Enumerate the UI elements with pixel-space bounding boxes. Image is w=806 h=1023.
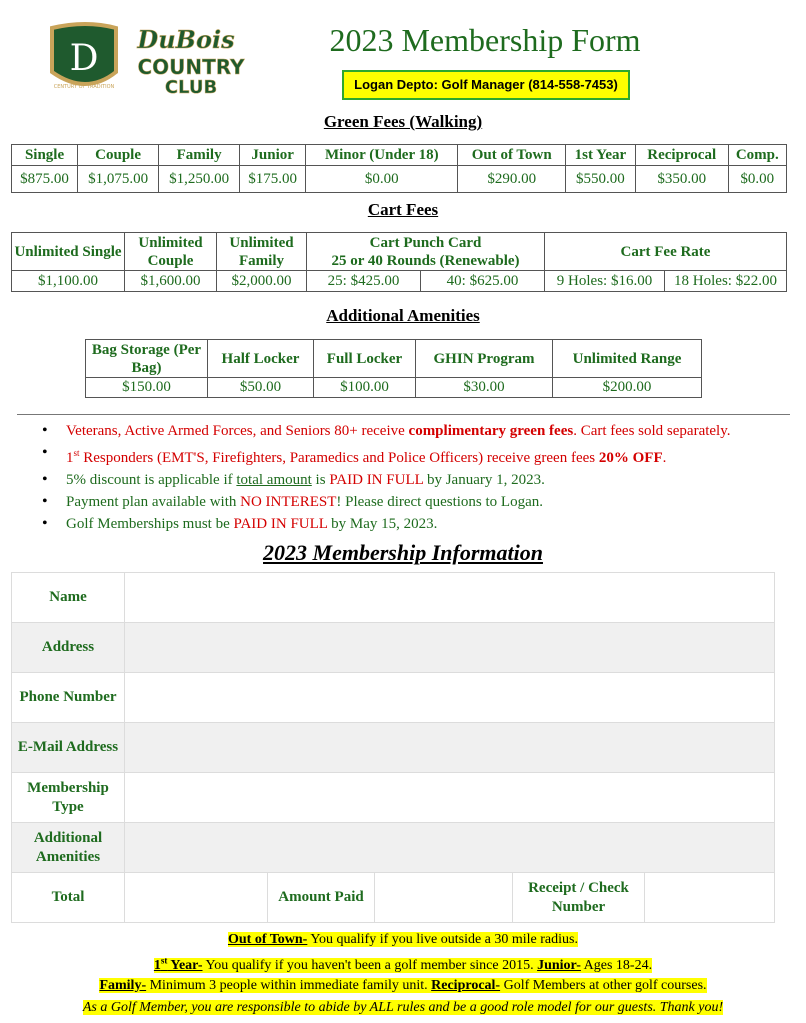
note-responders: • 1st Responders (EMT'S, Firefighters, Paramedics and Police Officers) receive green fees 20% OFF. (38, 442, 798, 469)
gf-value: $175.00 (240, 166, 306, 193)
field-label-name: Name (12, 573, 125, 623)
footnote-first-year: 1st Year- You qualify if you haven't been a golf member since 2015. Junior- Ages 18-24. (153, 955, 653, 973)
cf-value: 40: $625.00 (421, 271, 545, 292)
field-label-amenities: Additional Amenities (12, 823, 125, 873)
cf-value: $1,100.00 (12, 271, 125, 292)
note-deadline: • Golf Memberships must be PAID IN FULL by May 15, 2023. (38, 513, 798, 535)
punch-line2: 25 or 40 Rounds (Renewable) (331, 252, 520, 269)
footnotes (0, 930, 806, 996)
gf-value: $1,250.00 (159, 166, 240, 193)
gf-value: $0.00 (306, 166, 458, 193)
cf-value: 9 Holes: $16.00 (545, 271, 665, 292)
am-header: GHIN Program (416, 340, 553, 378)
cart-fees-table (11, 232, 787, 292)
am-value: $50.00 (208, 378, 314, 398)
logo-tagline: CENTURY OF TRADITION (53, 84, 115, 90)
amount-paid-input[interactable] (375, 873, 513, 923)
club-logo (46, 18, 256, 98)
am-header: Unlimited Range (553, 340, 702, 378)
form-title: 2023 Membership Form (329, 22, 641, 58)
gf-value: $1,075.00 (78, 166, 159, 193)
am-header: Half Locker (208, 340, 314, 378)
gf-header: Minor (Under 18) (306, 145, 458, 166)
amenities-heading: Additional Amenities (326, 306, 480, 325)
gf-value: $350.00 (635, 166, 728, 193)
cf-header: Cart Fee Rate (545, 233, 787, 271)
logo-line1: COUNTRY (137, 55, 245, 79)
logo-brand: DuBois (137, 25, 235, 54)
contact-box: Logan Depto: Golf Manager (814-558-7453) (342, 70, 630, 100)
gf-header: Junior (240, 145, 306, 166)
am-value: $30.00 (416, 378, 553, 398)
gf-header: Comp. (728, 145, 786, 166)
green-fees-heading: Green Fees (Walking) (323, 112, 483, 131)
am-value: $200.00 (553, 378, 702, 398)
footnote-family: Family- Minimum 3 people within immediate family unit. Reciprocal- Golf Members at other golf courses. (99, 977, 707, 993)
notes-list (38, 420, 798, 535)
footnote-out-of-town: Out of Town- You qualify if you live outside a 30 mile radius. (227, 932, 578, 947)
logo-line2: CLUB (164, 77, 218, 98)
cf-header: Unlimited Couple (125, 233, 217, 271)
phone-input[interactable] (125, 673, 775, 723)
am-header: Full Locker (314, 340, 416, 378)
svg-text:D: D (69, 38, 99, 79)
amenities-table (85, 339, 702, 398)
info-title: 2023 Membership Information (263, 540, 543, 565)
cf-header: Unlimited Single (12, 233, 125, 271)
gf-header: Reciprocal (635, 145, 728, 166)
gf-header: 1st Year (566, 145, 636, 166)
membership-type-input[interactable] (125, 773, 775, 823)
green-fees-table (11, 144, 787, 193)
cf-value: 18 Holes: $22.00 (665, 271, 787, 292)
closing-note: As a Golf Member, you are responsible to abide by ALL rules and be a good role model for our guests. Thank you! (82, 1000, 724, 1015)
field-label-address: Address (12, 623, 125, 673)
address-input[interactable] (125, 623, 775, 673)
total-input[interactable] (125, 873, 268, 923)
punch-line1: Cart Punch Card (369, 234, 482, 251)
gf-header: Couple (78, 145, 159, 166)
field-label-membership-type: Membership Type (12, 773, 125, 823)
note-veterans: • Veterans, Active Armed Forces, and Seniors 80+ receive complimentary green fees. Cart fees sold separately. (38, 420, 798, 442)
amenities-input[interactable] (125, 823, 775, 873)
cf-value: $1,600.00 (125, 271, 217, 292)
field-label-receipt: Receipt / Check Number (513, 873, 645, 923)
am-header: Bag Storage (Per Bag) (86, 340, 208, 378)
gf-value: $875.00 (12, 166, 78, 193)
gf-value: $550.00 (566, 166, 636, 193)
field-label-email: E-Mail Address (12, 723, 125, 773)
membership-info-table (11, 572, 775, 923)
gf-header: Out of Town (458, 145, 566, 166)
name-input[interactable] (125, 573, 775, 623)
cf-value: $2,000.00 (217, 271, 307, 292)
gf-value: $0.00 (728, 166, 786, 193)
divider (17, 414, 790, 415)
field-label-total: Total (12, 873, 125, 923)
email-input[interactable] (125, 723, 775, 773)
cf-header: Unlimited Family (217, 233, 307, 271)
note-discount: • 5% discount is applicable if total amount is PAID IN FULL by January 1, 2023. (38, 469, 798, 491)
cart-fees-heading: Cart Fees (367, 200, 439, 219)
cf-value: 25: $425.00 (307, 271, 421, 292)
gf-value: $290.00 (458, 166, 566, 193)
gf-header: Family (159, 145, 240, 166)
field-label-amount-paid: Amount Paid (268, 873, 375, 923)
am-value: $100.00 (314, 378, 416, 398)
note-payment-plan: • Payment plan available with NO INTEREST! Please direct questions to Logan. (38, 491, 798, 513)
am-value: $150.00 (86, 378, 208, 398)
cf-header-punch (307, 233, 545, 271)
field-label-phone: Phone Number (12, 673, 125, 723)
receipt-input[interactable] (645, 873, 775, 923)
gf-header: Single (12, 145, 78, 166)
